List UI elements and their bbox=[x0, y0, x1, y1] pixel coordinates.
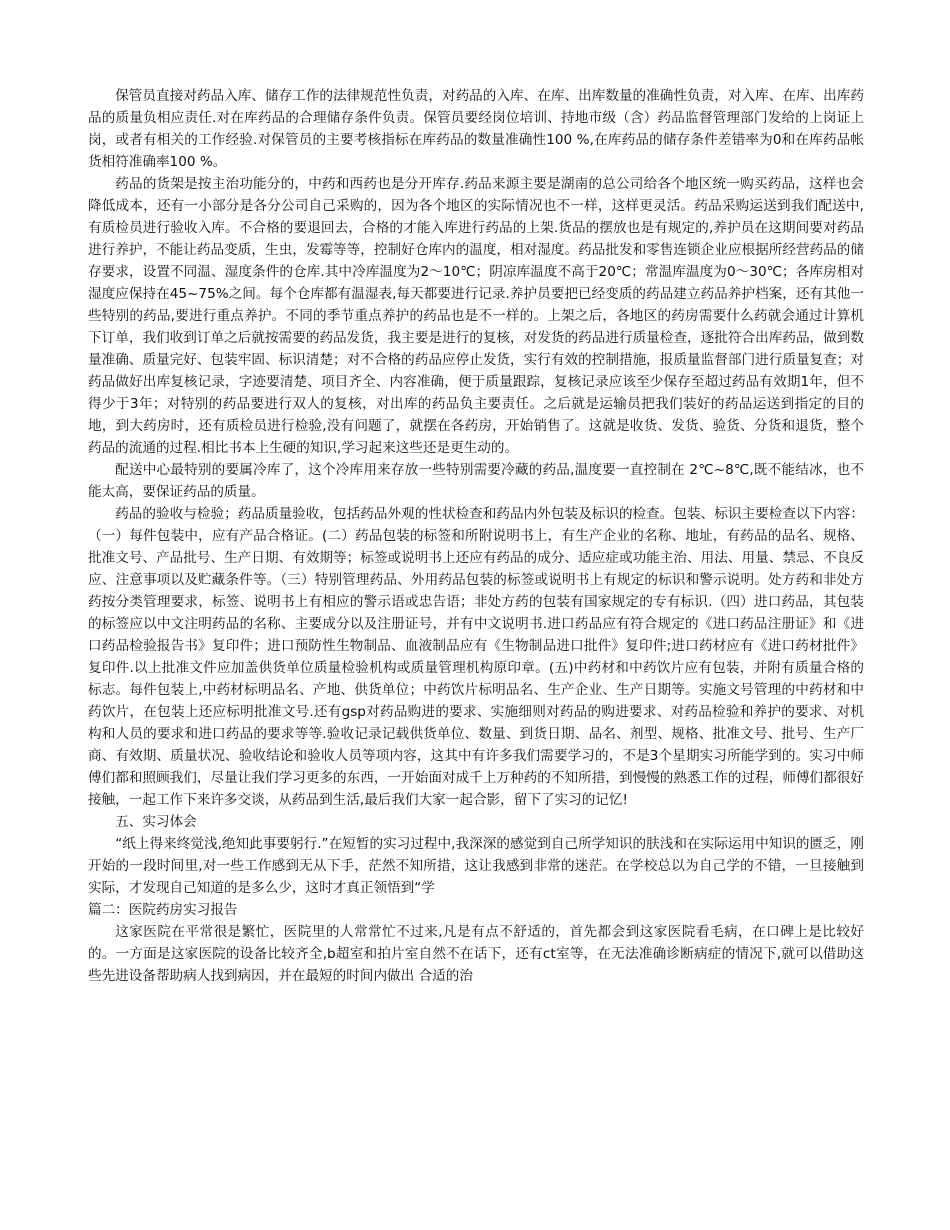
paragraph-hospital-intro: 这家医院在平常很是繁忙，医院里的人常常忙不过来,凡是有点不舒适的，首先都会到这家医院看毛病，在口碑上是比较好的。一方面是这家医院的设备比较齐全,b超室和拍片室自然不在话下，还有ct室等，在无法准确诊断病症的情况下,就可以借助这些先进设备帮助病人找到病因，并在最短的时间内做出 合适的治 bbox=[88, 924, 864, 984]
section-title-hospital-pharmacy: 篇二：医院药房实习报告 bbox=[88, 902, 238, 918]
document-page bbox=[88, 85, 864, 1225]
paragraph-shelving-and-storage: 药品的货架是按主治功能分的，中药和西药也是分开库存.药品来源主要是湖南的总公司给各个地区统一购买药品，这样也会降低成本，还有一小部分是各分公司自己采购的，因为各个地区的实际情况也不一样，这样更灵活。药品采购运送到我们配送中,有质检员进行验收入库。不合格的要退回去，合格的才能入库进行药品的上架.货品的摆放也是有规定的,养护员在这期间要对药品进行养护，不能让药品变质，生虫，发霉等等，控制好仓库内的温度，相对湿度。药品批发和零售连锁企业应根据所经营药品的储存要求，设置不同温、湿度条件的仓库.其中冷库温度为2～10℃；阴凉库温度不高于20℃；常温库温度为0～30℃；各库房相对湿度应保持在45~75%之间。每个仓库都有温湿表,每天都要进行记录.养护员要把已经变质的药品建立药品养护档案，还有其他一些特别的药品,要进行重点养护。不同的季节重点养护的药品也是不一样的。上架之后，各地区的药房需要什么药就会通过计算机下订单，我们收到订单之后就按需要的药品发货，我主要是进行的复核，对发货的药品进行质量检查，逐批符合出库药品，做到数量准确、质量完好、包装牢固、标识清楚；对不合格的药品应停止发货，实行有效的控制措施，报质量监督部门进行质量复查；对药品做好出库复核记录，字迹要清楚、项目齐全、内容准确，便于质量跟踪，复核记录应该至少保存至超过药品有效期1年，但不得少于3年；对特别的药品要进行双人的复核，对出库的药品负主要责任。之后就是运输员把我们装好的药品运送到指定的目的地，到大药房时，还有质检员进行检验,没有问题了，就摆在各药房，开始销售了。这就是收货、发货、验货、分货和退货，整个药品的流通的过程.相比书本上生硬的知识,学习起来这些还是更生动的。 bbox=[88, 176, 864, 456]
paragraph-storekeeper-duties: 保管员直接对药品入库、储存工作的法律规范性负责，对药品的入库、在库、出库数量的准确性负责，对入库、在库、出库药品的质量负相应责任.对在库药品的合理储存条件负责。保管员要经岗位培训、持地市级（含）药品监督管理部门发给的上岗证上岗，或者有相关的工作经验.对保管员的主要考核指标在库药品的数量准确性100 %,在库药品的储存条件差错率为0和在库药品帐货相符准确率100 %。 bbox=[88, 88, 864, 170]
paragraph-reflection: “纸上得来终觉浅,绝知此事要躬行.”在短暂的实习过程中,我深深的感觉到自己所学知识的肤浅和在实际运用中知识的匮乏，刚开始的一段时间里,对一些工作感到无从下手，茫然不知所措，这让我感到非常的迷茫。在学校总以为自己学的不错，一旦接触到实际，才发现自己知道的是多么少，这时才真正领悟到“学 bbox=[88, 836, 864, 896]
heading-internship-reflection: 五、实习体会 bbox=[115, 814, 197, 830]
paragraph-inspection: 药品的验收与检验；药品质量验收，包括药品外观的性状检查和药品内外包装及标识的检查。包装、标识主要检查以下内容：（一）每件包装中，应有产品合格证。(二）药品包装的标签和所附说明书上，有生产企业的名称、地址，有药品的品名、规格、批准文号、产品批号、生产日期、有效期等；标签或说明书上还应有药品的成分、适应症或功能主治、用法、用量、禁忌、不良反应、注意事项以及贮藏条件等。（三）特别管理药品、外用药品包装的标签或说明书上有规定的标识和警示说明。处方药和非处方药按分类管理要求，标签、说明书上有相应的警示语或忠告语；非处方药的包装有国家规定的专有标识.（四）进口药品，其包装的标签应以中文注明药品的名称、主要成分以及注册证号，并有中文说明书.进口药品应有符合规定的《进口药品注册证》和《进口药品检验报告书》复印件；进口预防性生物制品、血液制品应有《生物制品进口批件》复印件;进口药材应有《进口药材批件》复印件.以上批准文件应加盖供货单位质量检验机构或质量管理机构原印章。(五)中药材和中药饮片应有包装，并附有质量合格的标志。每件包装上,中药材标明品名、产地、供货单位；中药饮片标明品名、生产企业、生产日期等。实施文号管理的中药材和中药饮片，在包装上还应标明批准文号.还有gsp对药品购进的要求、实施细则对药品的购进要求、对药品检验和养护的要求、对机构和人员的要求和进口药品的要求等等.验收记录记载供货单位、数量、到货日期、品名、剂型、规格、批准文号、批号、生产厂商、有效期、质量状况、验收结论和验收人员等项内容，这其中有许多我们需要学习的，不是3个星期实习所能学到的。实习中师傅们都和照顾我们，尽量让我们学习更多的东西，一开始面对成千上万种药的不知所措，到慢慢的熟悉工作的过程，师傅们都很好接触，一起工作下来许多交谈，从药品到生活,最后我们大家一起合影，留下了实习的记忆! bbox=[88, 506, 864, 808]
paragraph-cold-storage: 配送中心最特别的要属冷库了，这个冷库用来存放一些特别需要冷藏的药品,温度要一直控制在 2℃~8℃,既不能结冰，也不能太高，要保证药品的质量。 bbox=[88, 462, 864, 500]
